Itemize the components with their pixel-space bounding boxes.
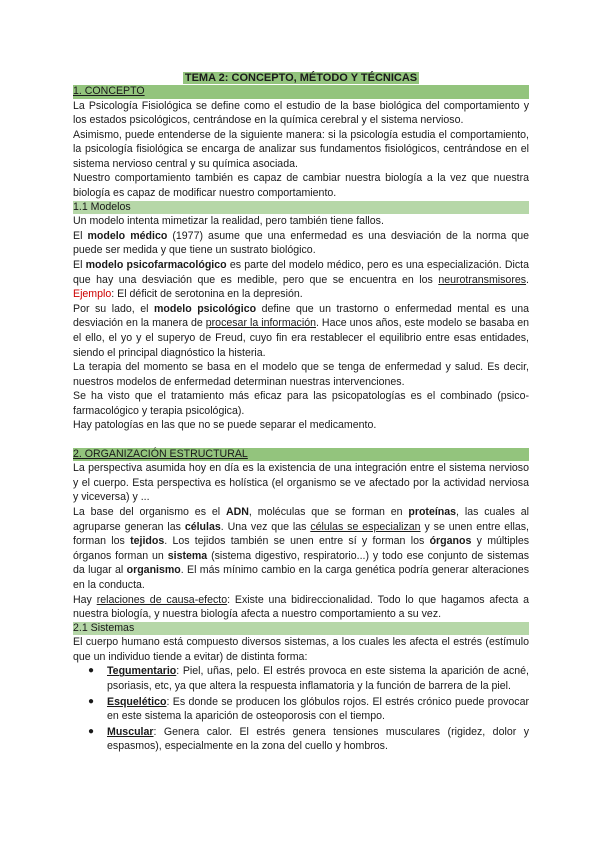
paragraph-causa-efecto: Hay relaciones de causa-efecto: Existe una bidireccionalidad. Todo lo que hagamos afecta a nuestra biología, y nuestra biología afecta a nuestro comportamiento a su vez. [73,593,529,621]
list-item: ● Esquelético: Es donde se producen los glóbulos rojos. El estrés crónico puede provocar en este sistema la aparición de osteoporosis con el tiempo. [107,695,529,724]
document-title: TEMA 2: CONCEPTO, MÉTODO Y TÉCNICAS [184,72,418,84]
spacer [73,433,529,448]
document-content [73,71,529,755]
paragraph: El cuerpo humano está compuesto diversos sistemas, a los cuales les afecta el estrés (estímulo que un individuo tiende a evitar) de distinta forma: [73,636,529,663]
paragraph: La Psicología Fisiológica se define como el estudio de la base biológica del comportamiento y los estados psicológicos, centrándose en la química cerebral y el sistema nervioso. [73,99,529,127]
paragraph: Hay patologías en las que no se puede separar el medicamento. [73,419,377,432]
subsection-heading-modelos: 1.1 Modelos [73,201,529,215]
paragraph-modelo-psicofarmacologico: El modelo psicofarmacológico es parte del modelo médico, pero es una especialización. Dicta que hay una desviación que es medible, pero que se encuentra en los neurotransmisores. Ejemplo: El déficit de serotonina en la depresión. [73,258,529,301]
section-heading-organizacion: 2. ORGANIZACIÓN ESTRUCTURAL [73,448,529,462]
paragraph: Nuestro comportamiento también es capaz de cambiar nuestra biología a la vez que nuestra biología es capaz de modificar nuestro comportamiento. [73,172,529,200]
paragraph: La terapia del momento se basa en el modelo que se tenga de enfermedad y salud. Es decir, nuestros modelos de enfermedad determinan nuestras intervenciones. [73,361,529,388]
paragraph: La perspectiva asumida hoy en día es la existencia de una integración entre el sistema nervioso y el cuerpo. Esta perspectiva es holística (el organismo se ve afectado por la actividad nerviosa y viceversa) y ... [73,462,529,504]
paragraph-base-organismo: La base del organismo es el ADN, moléculas que se forman en proteínas, las cuales al agruparse generan las células. Una vez que las células se especializan y se unen entre ellas, forman los tejidos. Los tejidos también se unen entre sí y forman los órganos y múltiples órganos forman un sistema (sistema digestivo, respiratorio...) y todo ese conjunto de sistemas da lugar al organismo. El más mínimo cambio en la carga genética podría generar alteraciones en la conducta. [73,505,530,591]
paragraph: Asimismo, puede entenderse de la siguiente manera: si la psicología estudia el comportamiento, la psicología fisiológica se encarga de analizar sus fundamentos fisiológicos, centrándose en el sistema nervioso central y su química asociada. [73,128,529,170]
subsection-heading-sistemas: 2.1 Sistemas [73,622,529,636]
list-item: ● Muscular: Genera calor. El estrés genera tensiones musculares (rigidez, dolor y espasmos), especialmente en la zona del cuello y hombros. [107,725,529,754]
paragraph: Un modelo intenta mimetizar la realidad, pero también tiene fallos. [73,215,384,228]
list-item: ● Tegumentario: Piel, uñas, pelo. El estrés provoca en este sistema la aparición de acné, psoriasis, etc, ya que altera la respuesta inflamatoria y la función de barrera de la piel. [107,664,529,693]
example-label: Ejemplo [73,288,112,301]
section-heading-concepto: 1. CONCEPTO [73,85,529,99]
paragraph-modelo-psicologico: Por su lado, el modelo psicológico define que un trastorno o enfermedad mental es una desviación en la manera de procesar la información. Hace unos años, este modelo se basaba en el ello, el yo y el superyo de Freud, cuyo fin era restablecer el equilibrio entre esas entidades, siendo el principal diagnóstico la histeria. [73,302,529,359]
sistemas-list [73,664,529,754]
paragraph: Se ha visto que el tratamiento más eficaz para las psicopatologías es el combinado (psico-farmacológico y terapia psicológica). [73,390,529,417]
paragraph-modelo-medico: El modelo médico (1977) asume que una enfermedad es una desviación de la norma que puede ser medida y que tiene un sustrato biológico. [73,229,529,257]
